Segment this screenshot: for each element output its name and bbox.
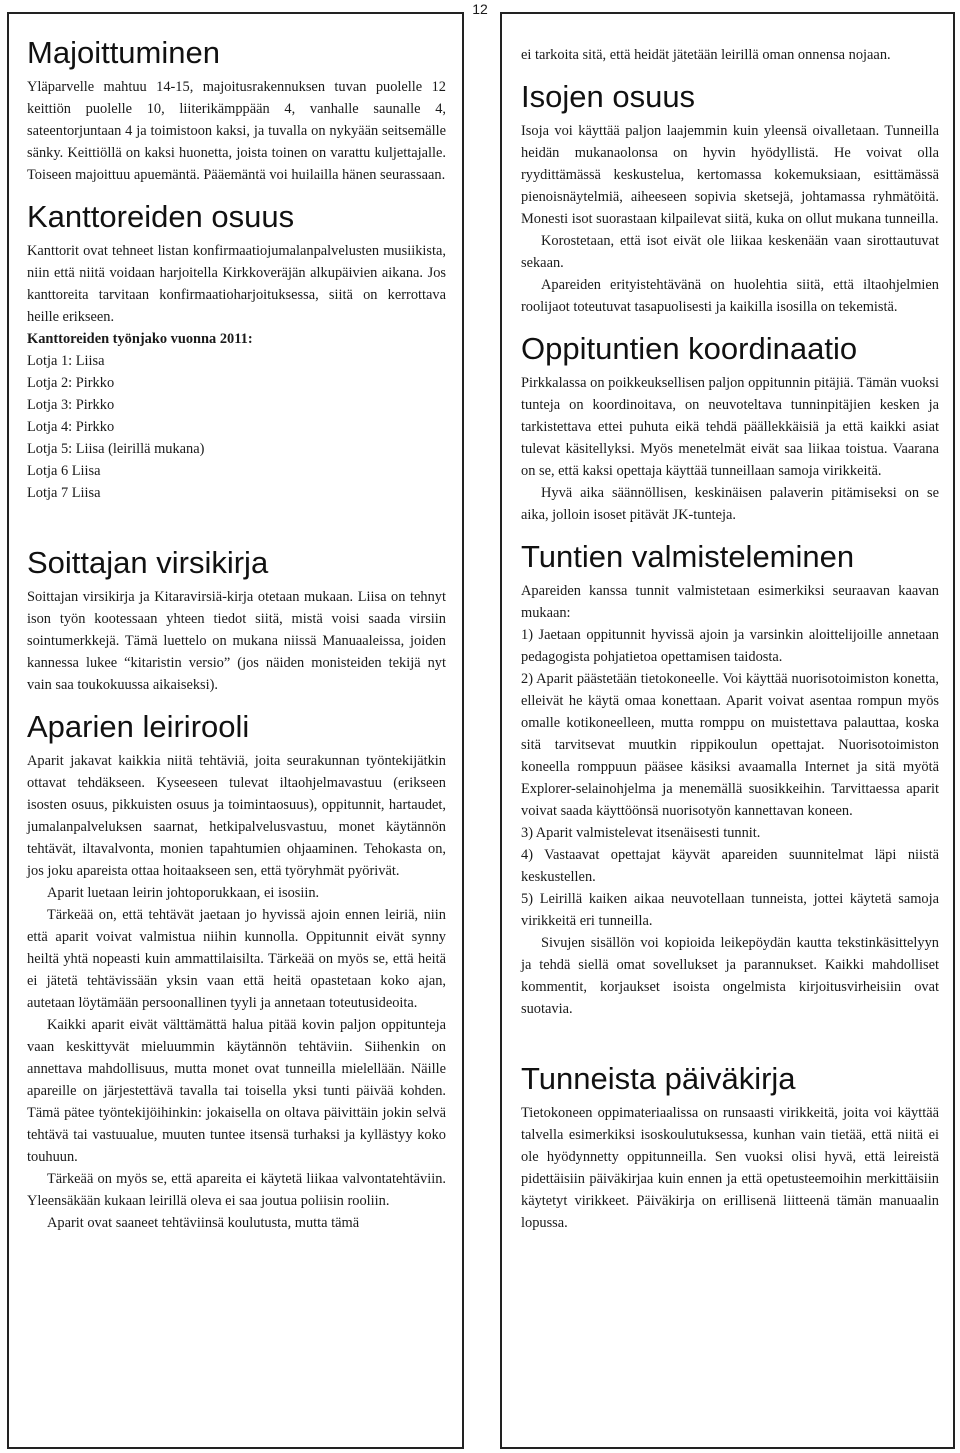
paragraph: Pirkkalassa on poikkeuksellisen paljon oppitunnin pitäjiä. Tämän vuoksi tunteja on koordinoitava, on neuvoteltava tunninpitäjien kesken ja tarkistettava ettei puhuta eikä tehdä päällekkäisiä ja että kaikki asiat tulevat käsitellyksi. Myös menetelmät eivät saa liikaa toistua. Vaarana on se, että kaksi opettaja käyttää tunneillaan samoja virikkeitä. — [521, 375, 939, 479]
paragraph: Aparit jakavat kaikkia niitä tehtäviä, joita seurakunnan työntekijätkin ottavat tehdäkseen. Kyseeseen tulevat iltaohjelmavastuu (erikseen isosten osuus, pikkuisten osuus ja toimintaosuus), oppitunnit, hartaudet, jumalanpalveluksen saarnat, hetkipalvelusvastuu, monet käytännön tehtävät, iltavalvonta, monien tapahtumien ohjaaminen. Tehokasta on, jos joku apareista ottaa hoitaakseen sen, että työryhmät pyörivät. — [27, 753, 446, 879]
paragraph: Yläparvelle mahtuu 14-15, majoitusrakennuksen tuvan puolelle 12 keittiön puolelle 10, liiterikämppään 4, vanhalle saunalle 4, sateentorjuntaan 4 ja toimistoon kaksi, ja tuvalla on nykyään seitsemälle sänky. Keittiöllä on kaksi huonetta, joista toinen on varattu kuljettajalle. Toiseen majoittuu apuemäntä. Pääemäntä voi huilailla hänen seurassaan. — [27, 79, 446, 183]
paragraph: 1) Jaetaan oppitunnit hyvissä ajoin ja varsinkin aloittelijoille annetaan pedagogista pohjatietoa opettamisen taidosta. — [521, 627, 939, 665]
page-number: 12 — [472, 1, 488, 17]
paragraph: Sivujen sisällön voi kopioida leikepöydän kautta tekstinkäsittelyyn ja tehdä siellä omat sovellukset ja parannukset. Kaikki mahdolliset kommentit, korjaukset isoista ongelmista kirjoitusvirheisiin ovat suotavia. — [521, 935, 939, 1017]
section-title: Soittajan virsikirja — [27, 545, 269, 580]
section-title: Majoittuminen — [27, 35, 220, 70]
paragraph: ei tarkoita sitä, että heidät jätetään leirillä oman onnensa nojaan. — [521, 47, 891, 63]
section-aparien-leirirooli — [27, 710, 446, 1234]
section-title: Tuntien valmisteleminen — [521, 539, 855, 574]
paragraph: Aparit ovat saaneet tehtäviinsä koulutusta, mutta tämä — [47, 1215, 360, 1231]
paragraph: 4) Vastaavat opettajat käyvät apareiden suunnitelmat läpi niistä keskustellen. — [521, 847, 939, 885]
paragraph: Tärkeää on myös se, että apareita ei käytetä liikaa valvontatehtäviin. Yleensäkään kukaan leirillä oleva ei saa joutua poliisin rooliin. — [27, 1171, 446, 1209]
paragraph: Tärkeää on, että tehtävät jaetaan jo hyvissä ajoin ennen leiriä, niin että aparit voivat valmistua niihin kunnolla. Oppitunnit eivät synny heiltä yhtä nopeasti kuin ammattilaisilta. Tärkeää on myös se, että heitä ei jätetä tehtävissään yksin vaan että heitä opastetaan koko ajan, autetaan löytämään persoonallinen tyyli ja annetaan toteutusideoita. — [27, 907, 446, 1011]
paragraph: Apareiden erityistehtävänä on huolehtia siitä, että iltaohjelmien roolijaot toteutuvat tasapuolisesti ja kaikilla isosilla on tekemistä. — [521, 277, 939, 315]
left-column — [7, 12, 464, 1449]
section-soittajan-virsikirja — [27, 546, 446, 696]
list-item: Lotja 6 Liisa — [27, 463, 101, 479]
paragraph: Isoja voi käyttää paljon laajemmin kuin yleensä oivalletaan. Tunneilla heidän mukanaolonsa on hyvin hyödyllistä. He voivat olla ryydittämässä keskustelua, kertomassa kokemuksiaan, esittämässä pienoisnäytelmiä, aiheeseen sopivia sketsejä, johtamassa ryhmätöitä. Monesti isot suorastaan kilpailevat siitä, kuka on ollut mukana tunneilla. — [521, 123, 939, 227]
section-tuntien-valmisteleminen — [521, 540, 939, 1020]
paragraph: Hyvä aika säännöllisen, keskinäisen palaverin pitämiseksi on se aika, jolloin isoset pitävät JK-tunteja. — [521, 485, 939, 523]
worklist-title: Kanttoreiden työnjako vuonna 2011: — [27, 331, 253, 347]
paragraph: 3) Aparit valmistelevat itsenäisesti tunnit. — [521, 825, 761, 841]
worklist — [27, 350, 446, 504]
paragraph: Korostetaan, että isot eivät ole liikaa keskenään vaan sirottautuvat sekaan. — [521, 233, 939, 271]
list-item: Lotja 4: Pirkko — [27, 419, 115, 435]
section-isojen-osuus — [521, 80, 939, 318]
list-item: Lotja 2: Pirkko — [27, 375, 115, 391]
paragraph: Aparit luetaan leirin johtoporukkaan, ei isosiin. — [47, 885, 320, 901]
section-tunneista-paivakirja — [521, 1062, 939, 1234]
section-oppituntien-koordinaatio — [521, 332, 939, 526]
section-title: Oppituntien koordinaatio — [521, 331, 858, 366]
paragraph: 5) Leirillä kaiken aikaa neuvotellaan tunneista, jottei käytetä samoja virikkeitä eri tunneilla. — [521, 891, 939, 929]
section-kanttoreiden-osuus — [27, 200, 446, 504]
paragraph: Tietokoneen oppimateriaalissa on runsaasti virikkeitä, joita voi käyttää talvella esimerkiksi isoskoulutuksessa, kunhan vain tietää, että niitä ei ole hyödynnetty oppitunneilla. Sen vuoksi olisi hyvä, että leireistä pidettäisiin päiväkirjaa kuin ennen ja että opetusteemoihin merkittäisiin käytetyt virikkeet. Päiväkirja on erillisenä liitteenä tämän manuaalin lopussa. — [521, 1105, 939, 1231]
section-title: Tunneista päiväkirja — [521, 1061, 796, 1096]
section-title: Isojen osuus — [521, 79, 696, 114]
section-majoittuminen — [27, 36, 446, 186]
paragraph: 2) Aparit päästetään tietokoneelle. Voi käyttää nuorisotoimiston konetta, elleivät he käytä omaa konettaan. Aparit voivat asentaa rompun myös omalle kotikoneelleen, mutta romppu on muistettava palauttaa, koska sitä tarvitsevat muutkin rippikoulun opettajat. Nuorisotoimiston koneella romppuun pääsee käsiksi avaamalla Internet ja sitä myötä Explorer-selainohjelma ja menemällä suosikkeihin. Tarvittaessa aparit voivat saada käyttöönsä nuorisotyön kannettavan koneen. — [521, 671, 939, 819]
list-item: Lotja 3: Pirkko — [27, 397, 115, 413]
paragraph: Apareiden kanssa tunnit valmistetaan esimerkiksi seuraavan kaavan mukaan: — [521, 583, 939, 621]
paragraph: Kaikki aparit eivät välttämättä halua pitää kovin paljon oppitunteja vaan keskittyvät mieluummin käytännön tehtäviin. Siihenkin on annettava mahdollisuus, mutta monet ovat tunneilla mielellään. Näille apareille on järjestettävä tavalla tai toisella yksi tunti päivää kohden. Tämä pätee työntekijöihinkin: jokaisella on oltava päivittäin jokin selvä tehtävä tai vastuualue, muuten tuntee itsensä turhaksi ja kyllästyy koko touhuun. — [27, 1017, 446, 1165]
list-item: Lotja 5: Liisa (leirillä mukana) — [27, 441, 205, 457]
paragraph: Kanttorit ovat tehneet listan konfirmaatiojumalanpalvelusten musiikista, niin että niitä voidaan harjoitella Kirkkoveräjän alkupäivien aikana. Jos kanttoreita tarvitaan konfirmaatioharjoituksessa, siitä on kerrottava heille erikseen. — [27, 243, 446, 325]
right-column — [500, 12, 955, 1449]
list-item: Lotja 1: Liisa — [27, 353, 105, 369]
section-title: Kanttoreiden osuus — [27, 199, 295, 234]
list-item: Lotja 7 Liisa — [27, 485, 101, 501]
section-title: Aparien leirirooli — [27, 709, 250, 744]
paragraph: Soittajan virsikirja ja Kitaravirsiä-kirja otetaan mukaan. Liisa on tehnyt ison työn kootessaan yhteen tiedot siitä, mistä voisi saada virsiin sointumerkkejä. Tämä luettelo on mukana niissä Manuaaleissa, joiden kannessa lukee “kitaristin versio” (jos näiden monisteiden tekijä nyt vain saa toukokuussa aikaiseksi). — [27, 589, 446, 693]
